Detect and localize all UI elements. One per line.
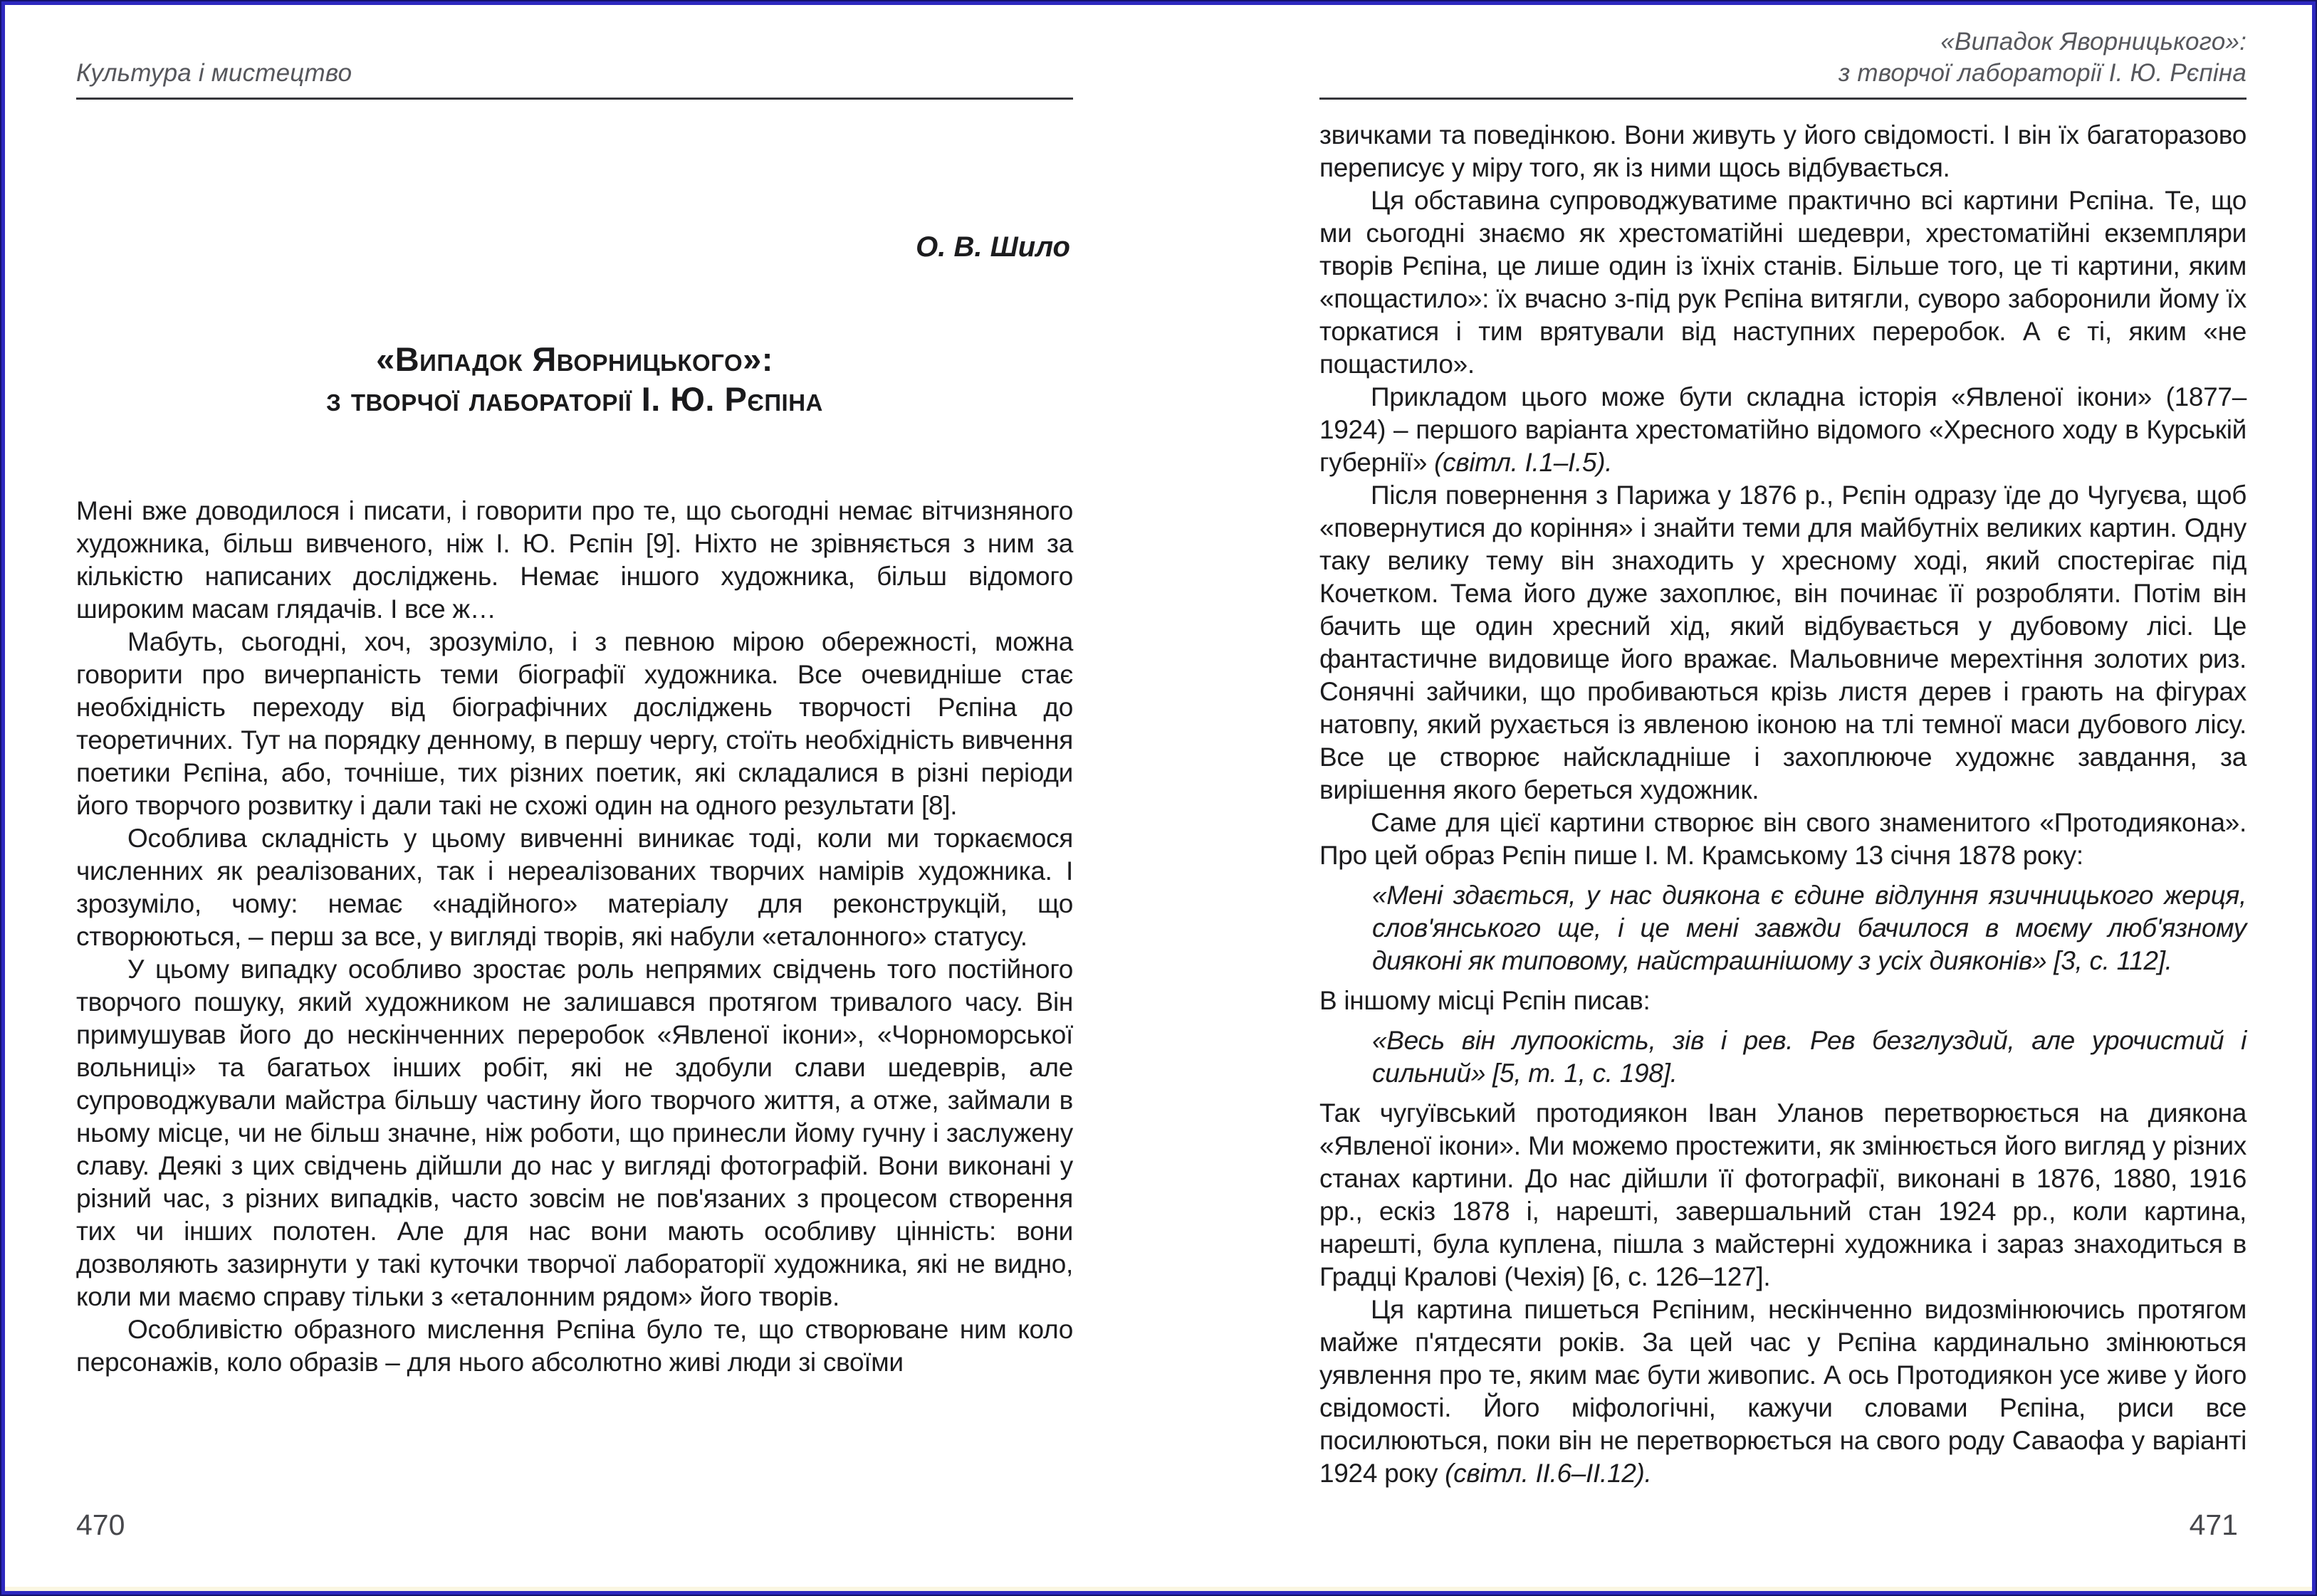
- text-run: В іншому місці Рєпін писав:: [1319, 986, 1651, 1015]
- text-run: «Весь він лупоокість, зів і рев. Рев безглуздий, але урочистий і сильний» [5, т. 1, с. 198].: [1372, 1026, 2247, 1088]
- body-paragraph: [1319, 479, 2247, 807]
- text-run: звичками та поведінкою. Вони живуть у його свідомості. І він їх багаторазово переписує у міру того, як із ними щось відбувається.: [1319, 120, 2247, 182]
- article-title: [76, 340, 1073, 419]
- body-paragraph: [76, 626, 1073, 822]
- block-quote: [1372, 879, 2247, 977]
- body-paragraph: [1319, 985, 2247, 1017]
- body-paragraph: [1319, 1097, 2247, 1293]
- body-paragraph: [76, 822, 1073, 953]
- right-page: [1319, 5, 2247, 1591]
- running-header-right: [1319, 26, 2247, 89]
- body-paragraph: [1319, 184, 2247, 381]
- page-number-right: 471: [2189, 1508, 2238, 1541]
- right-page-body: [1319, 119, 2247, 1490]
- body-paragraph: [76, 953, 1073, 1313]
- text-run: У цьому випадку особливо зростає роль непрямих свідчень того постійного творчого пошуку, який художником не залишався протягом тривалого часу. Він примушував його до нескінченних переробок «Явленої ікони», «Чорноморської вольниці» та багатьох інших робіт, які не здобули слави шедеврів, але супроводжували майстра більшу частину його творчого життя, а отже, займали в ньому місце, чи не більш значне, ніж роботи, що принесли йому гучну і заслужену славу. Деякі з цих свідчень дійшли до нас у вигляді фотографій. Вони виконані у різний час, з різних випадків, часто зовсім не пов'язаних з процесом створення тих чи інших полотен. Але для нас вони мають особливу цінність: вони дозволяють зазирнути у такі куточки творчої лабораторії художника, які не видно, коли ми маємо справу тільки з «еталонним рядом» його творів.: [76, 955, 1073, 1311]
- body-paragraph: [76, 495, 1073, 626]
- article-title-line2: з творчої лабораторії І. Ю. Рєпіна: [326, 380, 823, 418]
- body-paragraph: [1319, 807, 2247, 872]
- inline-italic-reference: (світл. І.1–І.5).: [1434, 448, 1613, 477]
- author-name: О. В. Шило: [916, 231, 1070, 263]
- body-paragraph: [1319, 381, 2247, 479]
- text-run: Прикладом цього може бути складна історія «Явленої ікони» (1877–1924) – першого варіанта хрестоматійно відомого «Хресного ходу в Курській губернії»: [1319, 382, 2247, 477]
- text-run: Саме для цієї картини створює він свого знаменитого «Протодиякона». Про цей образ Рєпін пише І. М. Крамському 13 січня 1878 року:: [1319, 808, 2247, 870]
- text-run: Так чугуївський протодиякон Іван Уланов перетворюється на диякона «Явленої ікони». Ми можемо простежити, як змінюється його вигляд у різних станах картини. До нас дійшли її фотографії, виконані в 1876, 1880, 1916 рр., ескіз 1878 і, нарешті, завершальний стан 1924 рр., коли картина, нарешті, була куплена, пішла з майстерні художника і зараз знаходиться в Градці Кралові (Чехія) [6, с. 126–127].: [1319, 1098, 2247, 1291]
- body-paragraph: [1319, 119, 2247, 184]
- text-run: Мені вже доводилося і писати, і говорити про те, що сьогодні немає вітчизняного художника, більш вивченого, ніж І. Ю. Рєпін [9]. Ніхто не зрівняється з ним за кількістю написаних досліджень. Немає іншого художника, більш відомого широким масам глядачів. І все ж…: [76, 496, 1073, 624]
- header-rule-right: [1319, 98, 2247, 100]
- running-header-right-line2: з творчої лабораторії І. Ю. Рєпіна: [1838, 59, 2247, 87]
- text-run: «Мені здається, у нас диякона є єдине відлуння язичницького жерця, слов'янського ще, і це мені завжди бачилося в моєму люб'язному дияконі як типовому, найстрашнішому з усіх дияконів» [3, с. 112].: [1372, 881, 2247, 975]
- body-paragraph: [1319, 1293, 2247, 1490]
- book-spread: [1, 1, 2316, 1595]
- running-header-right-line1: «Випадок Яворницького»:: [1940, 28, 2247, 56]
- text-run: Після повернення з Парижа у 1876 р., Рєпін одразу їде до Чугуєва, щоб «повернутися до коріння» і знайти теми для майбутніх великих картин. Одну таку велику тему він знаходить у хресному ході, який спостерігає під Кочетком. Тема його дуже захоплює, він починає її розробляти. Потім він бачить ще один хресний хід, який відбувається у дубовому лісі. Це фантастичне видовище його вражає. Мальовниче мерехтіння золотих риз. Сонячні зайчики, що пробиваються крізь листя дерев і грають на фігурах натовпу, який рухається із явленою іконою на тлі темної маси дубового лісу. Все це створює найскладніше і захоплююче художнє завдання, за вирішення якого береться художник.: [1319, 481, 2247, 804]
- text-run: Ця картина пишеться Рєпіним, нескінченно видозмінюючись протягом майже п'ятдесяти років. За цей час у Рєпіна кардинально змінюються уявлення про те, яким має бути живопис. А ось Протодиякон усе живе у його свідомості. Його міфологічні, кажучи словами Рєпіна, риси все посилюються, поки він не перетворюється на свого роду Саваофа у варіанті 1924 року: [1319, 1295, 2247, 1488]
- text-run: Мабуть, сьогодні, хоч, зрозуміло, і з певною мірою обережності, можна говорити про вичерпаність теми біографії художника. Все очевидніше стає необхідність переходу від біографічних досліджень творчості Рєпіна до теоретичних. Тут на порядку денному, в першу чергу, стоїть необхідність вивчення поетики Рєпіна, або, точніше, тих різних поетик, які складалися в різні періоди його творчого розвитку і дали такі не схожі один на одного результати [8].: [76, 627, 1073, 820]
- inline-italic-reference: (світл. ІІ.6–ІІ.12).: [1445, 1459, 1652, 1488]
- text-run: Ця обставина супроводжуватиме практично всі картини Рєпіна. Те, що ми сьогодні знаємо як хрестоматійні шедеври, хрестоматійні екземпляри творів Рєпіна, це лише один із їхніх станів. Більше того, це ті картини, яким «пощастило»: їх вчасно з-під рук Рєпіна витягли, суворо заборонили йому їх торкатися і тим врятували від наступних переробок. А є ті, яким «не пощастило».: [1319, 186, 2247, 379]
- article-title-line1: «Випадок Яворницького»:: [376, 340, 773, 378]
- body-paragraph: [76, 1313, 1073, 1379]
- text-run: Особлива складність у цьому вивченні виникає тоді, коли ми торкаємося численних як реалізованих, так і нереалізованих творчих намірів художника. І зрозуміло, чому: немає «надійного» матеріалу для реконструкцій, що створюються, – перш за все, у вигляді творів, які набули «еталонного» статусу.: [76, 824, 1073, 951]
- page-number-left: 470: [76, 1508, 125, 1541]
- scan-edge-strip: [5, 1587, 2312, 1591]
- running-header-left: Культура і мистецтво: [76, 59, 352, 87]
- text-run: Особливістю образного мислення Рєпіна було те, що створюване ним коло персонажів, коло образів – для нього абсолютно живі люди зі своїми: [76, 1315, 1073, 1377]
- left-page: [76, 5, 1073, 1591]
- header-rule-left: [76, 98, 1073, 100]
- left-page-body: [76, 495, 1073, 1379]
- block-quote: [1372, 1024, 2247, 1090]
